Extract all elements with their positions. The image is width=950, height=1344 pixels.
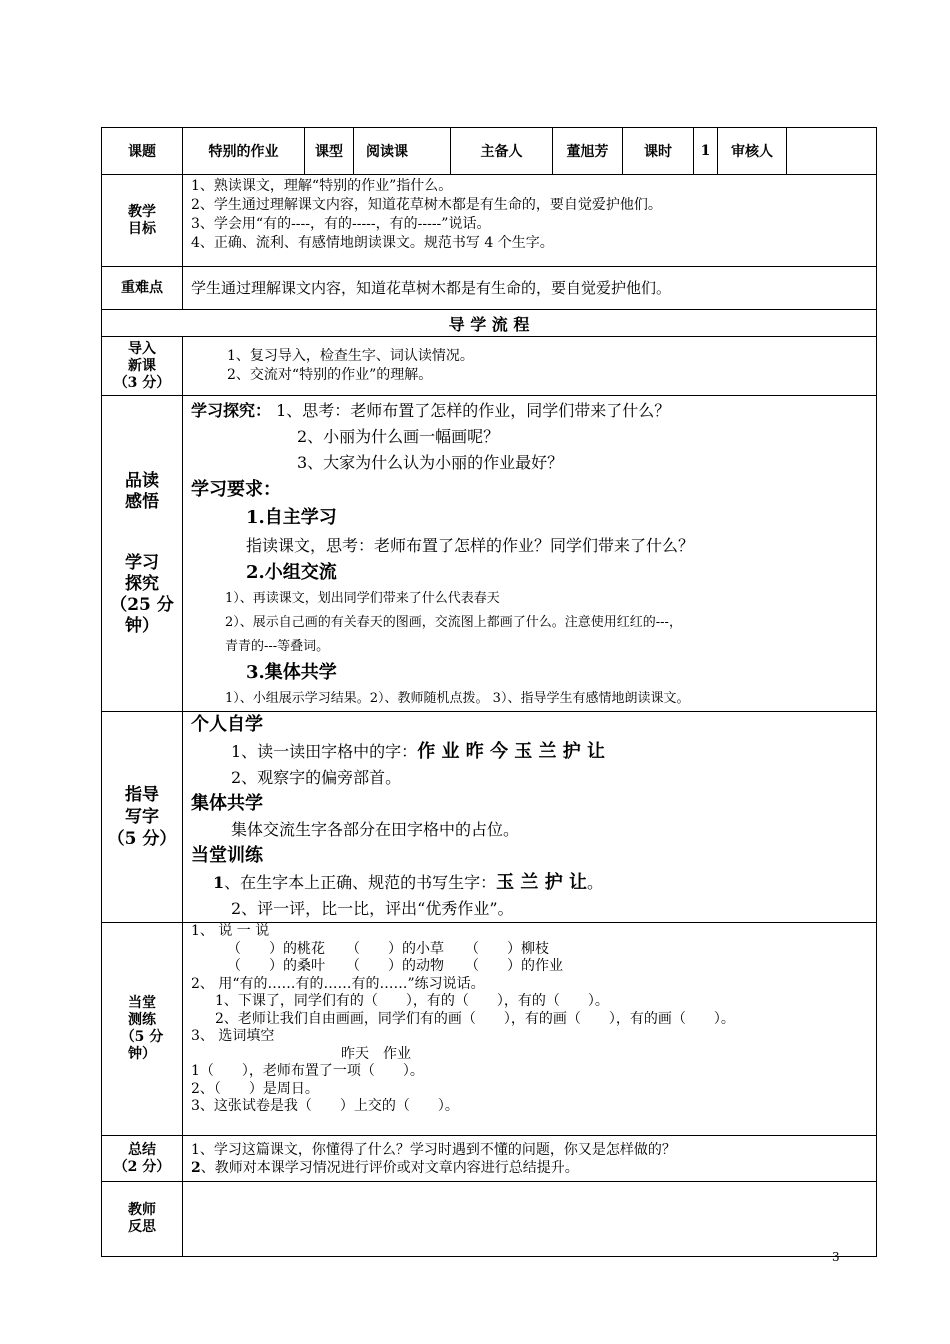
test-line: 3、这张试卷是我（ ）上交的（ ）。	[191, 1098, 459, 1114]
goal-item: 3、学会用“有的----，有的-----，有的-----”说话。	[191, 216, 491, 232]
group-study-text: 集体交流生字各部分在田字格中的占位。	[231, 820, 520, 839]
intro-label: 导入 新课 （3 分）	[102, 337, 183, 396]
goals-content	[183, 175, 877, 267]
goals-label: 教学 目标	[102, 175, 183, 267]
explore-question: 1、思考：老师布置了怎样的作业，同学们带来了什么？	[276, 401, 671, 420]
radicals-instruction: 2、观察字的偏旁部首。	[231, 768, 402, 787]
word-bank: 昨天 作业	[341, 1045, 411, 1062]
summary-item: 1、学习这篇课文，你懂得了什么？学习时遇到不懂的问题，你又是怎样做的？	[191, 1141, 676, 1158]
practice-characters: 玉 兰 护 让	[496, 872, 587, 893]
test-line: 1、下课了，同学们有的（ ），有的（ ），有的（ ）。	[215, 993, 609, 1009]
intro-item: 1、复习导入，检查生字、词认读情况。	[227, 348, 474, 364]
req-self-study-text: 指读课文，思考：老师布置了怎样的作业？同学们带来了什么？	[246, 536, 695, 555]
type-value: 阅读课	[354, 128, 451, 175]
test-line: （ ）的桑叶 （ ）的动物 （ ）的作业	[227, 958, 563, 974]
periods-value: 1	[694, 128, 718, 175]
key-points-text: 学生通过理解课文内容，知道花草树木都是有生命的，要自觉爱护他们。	[183, 267, 877, 310]
reflection-row	[102, 1182, 877, 1257]
flow-title: 导 学 流 程	[102, 310, 877, 337]
test-line: 2、老师让我们自由画画，同学们有的画（ ），有的画（ ），有的画（ ）。	[215, 1010, 735, 1027]
test-line: 3、 选词填空	[191, 1028, 275, 1044]
reading-row	[102, 396, 877, 712]
topic-value: 特别的作业	[183, 128, 305, 175]
intro-row	[102, 337, 877, 396]
page-number: 3	[832, 1250, 840, 1264]
preparer-value: 董旭芳	[553, 128, 623, 175]
req-group-item: 青青的---等叠词。	[225, 639, 330, 654]
key-points-row	[102, 267, 877, 310]
summary-item: 2、教师对本课学习情况进行评价或对文章内容进行总结提升。	[191, 1159, 579, 1176]
reviewer-label: 审核人	[718, 128, 787, 175]
practice-title: 当堂训练	[191, 845, 263, 866]
reflection-label: 教师 反思	[102, 1182, 183, 1257]
goals-row	[102, 175, 877, 267]
flow-title-row	[102, 310, 877, 337]
test-label: 当堂 测练 （5 分 钟）	[102, 923, 183, 1136]
writing-row	[102, 712, 877, 923]
reading-content	[183, 396, 877, 712]
lesson-plan-table	[101, 127, 877, 1257]
goal-item: 4、正确、流利、有感情地朗读课文。规范书写 4 个生字。	[191, 235, 554, 251]
test-line: 2、 用“有的……有的……有的……”练习说话。	[191, 975, 485, 992]
goal-item: 2、学生通过理解课文内容，知道花草树木都是有生命的，要自觉爱护他们。	[191, 197, 662, 213]
intro-content	[183, 337, 877, 396]
test-line: 1（ ），老师布置了一项（ ）。	[191, 1063, 424, 1079]
key-points-label: 重难点	[102, 267, 183, 310]
explore-label: 学习探究：	[191, 401, 272, 420]
reflection-content	[183, 1182, 877, 1257]
summary-row	[102, 1136, 877, 1182]
writing-content: 个人自学 1、读一读田字格中的字：作 业 昨 今 玉 兰 护 让 2、观察字的偏旁部首。 集体共学 集体交流生字各部分在田字格中的占位。 当堂训练 1、在生字本上正确、规范的书写生字：玉 兰 护 让。 2、评一评，比一比，评出“优秀作业”。	[183, 712, 877, 923]
test-line: 2、（ ）是周日。	[191, 1080, 319, 1097]
requirements-title: 学习要求：	[191, 479, 281, 500]
test-line: 1、 说 一 说	[191, 923, 270, 939]
type-label: 课型	[305, 128, 354, 175]
req-group-item: 1）、再读课文，划出同学们带来了什么代表春天	[225, 591, 500, 606]
topic-label: 课题	[102, 128, 183, 175]
req-group-item: 2）、展示自己画的有关春天的图画，交流图上都画了什么。注意使用红红的---，	[225, 615, 682, 630]
explore-question: 2、小丽为什么画一幅画呢？	[297, 427, 500, 446]
header-row	[102, 128, 877, 175]
lesson-plan-sheet	[101, 127, 876, 1249]
goal-item: 1、熟读课文，理解“特别的作业”指什么。	[191, 178, 453, 194]
summary-label: 总结 （2 分）	[102, 1136, 183, 1182]
preparer-label: 主备人	[451, 128, 553, 175]
practice-instruction: 、在生字本上正确、规范的书写生字：	[224, 873, 497, 892]
test-line: （ ）的桃花 （ ）的小草 （ ）柳枝	[227, 940, 549, 957]
intro-item: 2、交流对“特别的作业”的理解。	[227, 367, 433, 383]
req-collective-text: 1）、小组展示学习结果。2）、教师随机点拨。 3）、指导学生有感情地朗读课文。	[225, 691, 690, 706]
self-study-title: 个人自学	[191, 714, 263, 735]
reviewer-value	[787, 128, 877, 175]
test-row	[102, 923, 877, 1136]
new-characters: 作 业 昨 今 玉 兰 护 让	[417, 741, 606, 762]
req-self-study-title: 1.自主学习	[246, 507, 337, 528]
reading-label: 品读 感悟 学习 探究 （25 分 钟）	[102, 396, 183, 712]
writing-label: 指导 写字 （5 分）	[102, 712, 183, 923]
group-study-title: 集体共学	[191, 793, 263, 814]
req-group-title: 2.小组交流	[246, 562, 337, 583]
periods-label: 课时	[623, 128, 694, 175]
explore-question: 3、大家为什么认为小丽的作业最好？	[297, 453, 564, 472]
evaluation-instruction: 2、评一评，比一比，评出“优秀作业”。	[231, 899, 514, 918]
read-chars-instruction: 1、读一读田字格中的字：	[231, 742, 418, 761]
test-content	[183, 923, 877, 1136]
summary-content	[183, 1136, 877, 1182]
req-collective-title: 3.集体共学	[246, 662, 337, 683]
